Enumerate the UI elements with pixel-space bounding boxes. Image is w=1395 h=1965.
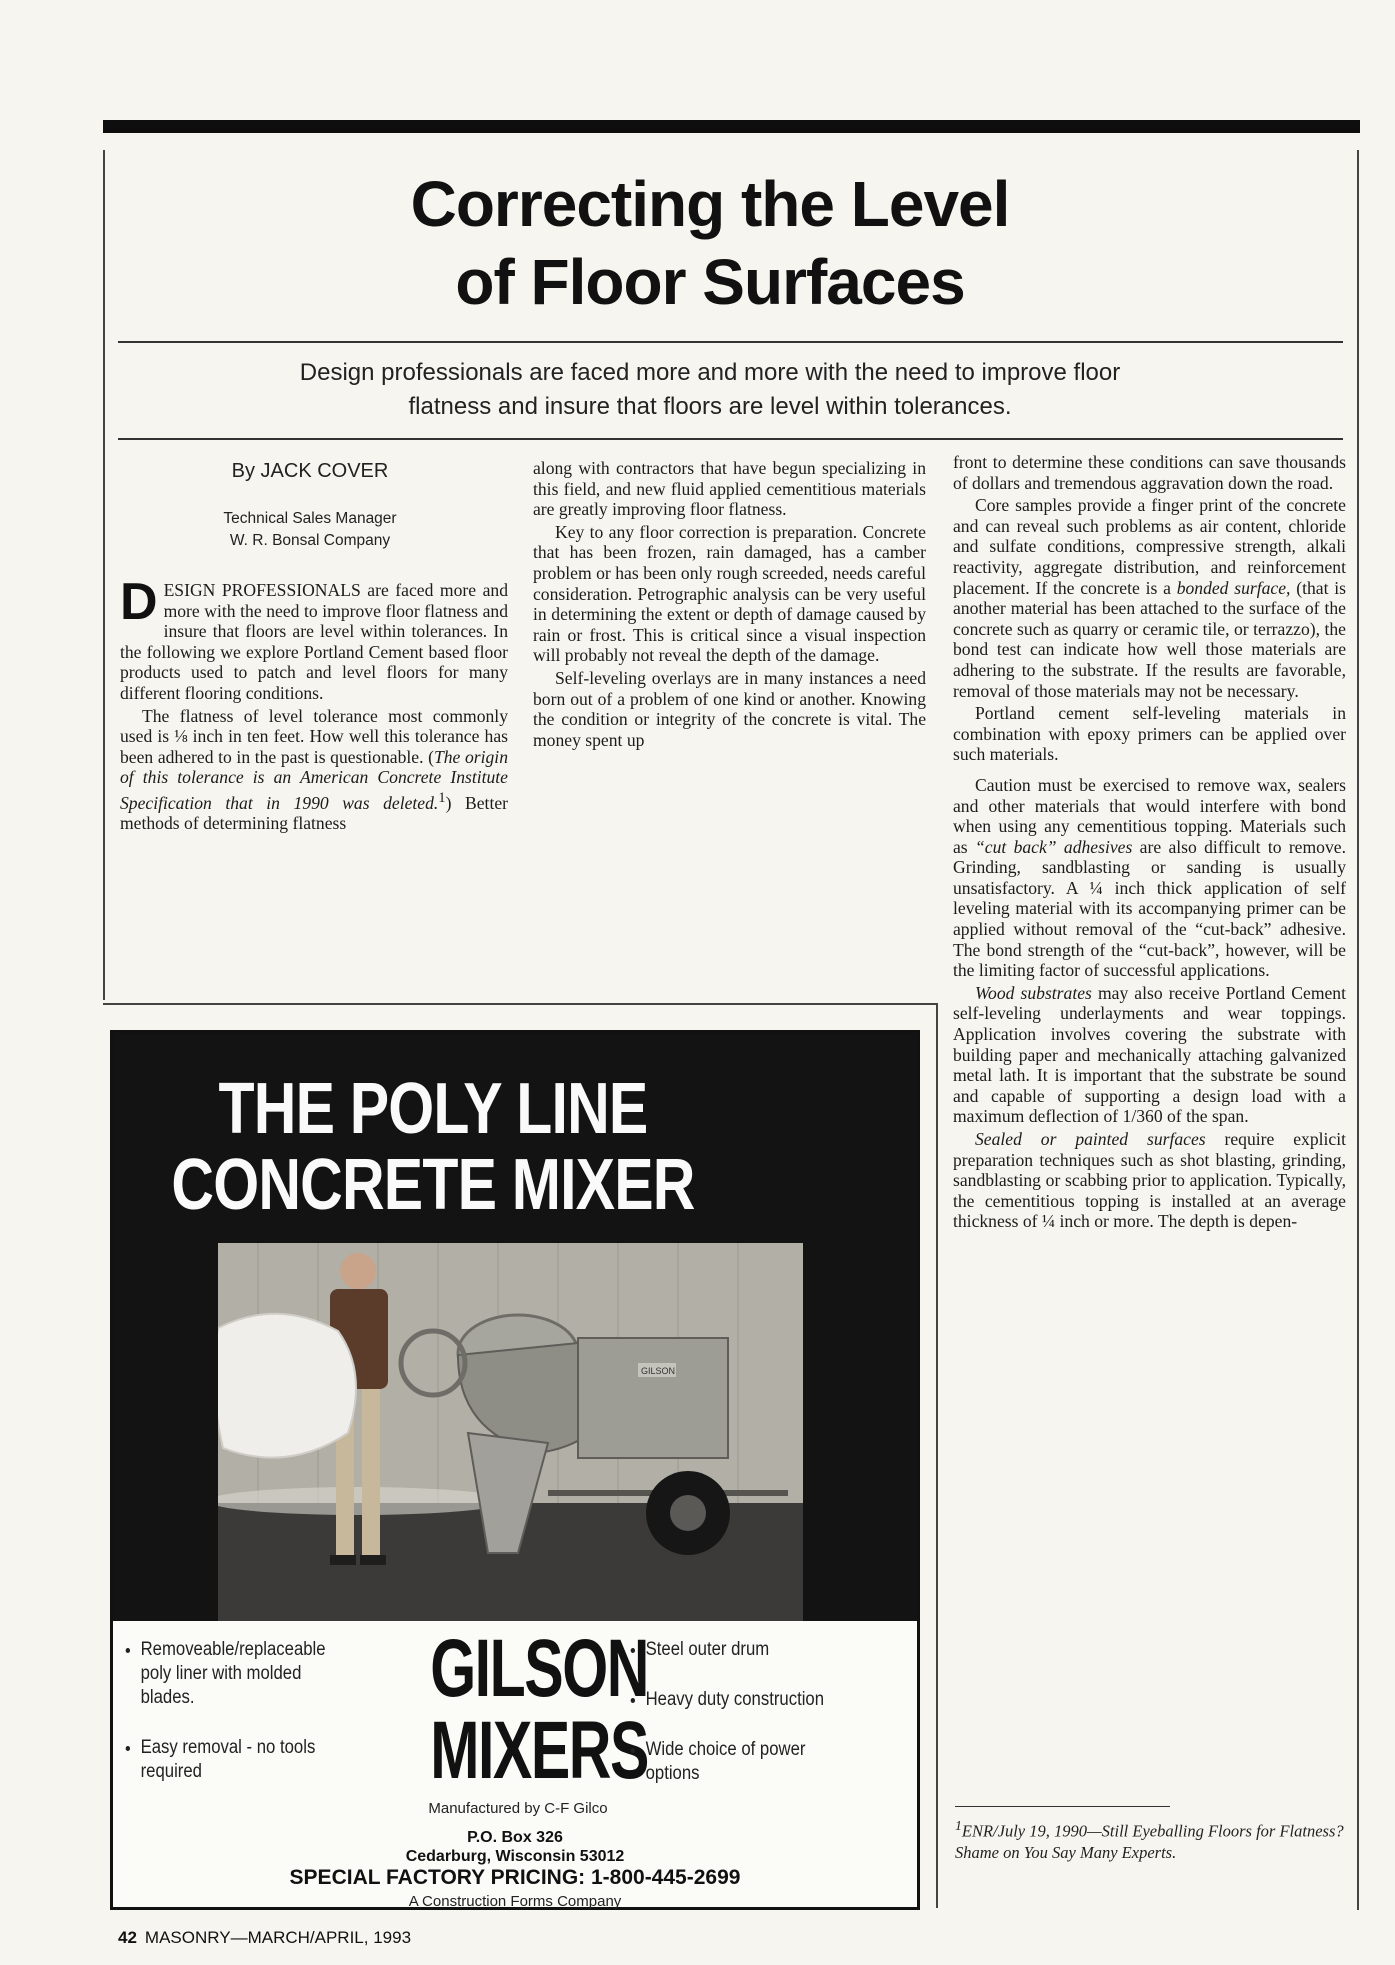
logo-line-2: MIXERS <box>430 1705 648 1796</box>
title-line-1: Correcting the Level <box>410 168 1010 240</box>
footnote <box>955 1815 1345 1863</box>
paragraph: along with contractors that have begun specializing in this field, and new fluid applied cementitious materials are greatly improving floor flatness. <box>533 458 926 520</box>
mixer-illustration <box>218 1243 803 1621</box>
photo-border-right <box>803 1243 917 1621</box>
drum-label: GILSON <box>641 1366 676 1376</box>
company-tagline: A Construction Forms Company <box>408 1893 622 1910</box>
po-box: P.O. Box 326 <box>467 1829 563 1846</box>
feature-item: • Heavy duty construction <box>646 1688 840 1712</box>
deck-line-2: flatness and insure that floors are level within tolerances. <box>408 393 1012 420</box>
ad-headline-line-2: CONCRETE MIXER <box>171 1145 695 1225</box>
poly-liner <box>218 1314 356 1458</box>
author-credentials <box>120 508 500 552</box>
ad-header <box>113 1033 917 1243</box>
footnote-number: 1 <box>955 1818 962 1833</box>
paragraph <box>120 706 508 834</box>
paragraph: Portland cement self-leveling materials in combination with epoxy primers can be applied over such materials. <box>953 703 1346 765</box>
article-column-2 <box>533 458 926 752</box>
paragraph: Key to any floor correction is preparation. Concrete that has been frozen, rain damaged, has a camber problem or has been only rough screeded, needs careful consideration. Petrographic analysis can be very useful in determining the extent or depth of damage caused by rain or frost. This is critical since a visual inspection will probably not reveal the depth of the damage. <box>533 521 926 666</box>
title-rule <box>118 341 1343 343</box>
frame-right-rule <box>1357 150 1359 1910</box>
city-state-zip: Cedarburg, Wisconsin 53012 <box>405 1848 625 1865</box>
byline: By JACK COVER <box>231 460 389 482</box>
paragraph-text: The flatness of level tolerance most commonly used is ⅛ inch in ten feet. How well this tolerance has been adhered to in the past is questionable. ( <box>120 705 508 767</box>
page-number: 42 <box>118 1928 137 1947</box>
publication-line: MASONRY—MARCH/APRIL, 1993 <box>144 1928 412 1947</box>
page-folio <box>118 1928 411 1948</box>
paragraph <box>120 573 508 704</box>
article-title <box>120 165 1300 321</box>
manufacturer-credit: Manufactured by C-F Gilco <box>428 1800 608 1817</box>
paragraph-text: may also receive Portland Cement self-leveling underlayments and wear toppings. Application involves covering the substrate with building paper and mechanically attaching galvanized metal lath. It is important that the substrate be sound and capable of supporting a design load with a maximum deflection of 1/360 of the span. <box>953 982 1346 1127</box>
ad-right-rule <box>936 1003 938 1908</box>
italic-text: bonded surface, <box>1176 577 1291 598</box>
advertisement <box>110 1030 920 1910</box>
italic-text: “cut back” adhesives <box>974 836 1133 857</box>
gilson-mixers-logo <box>430 1623 648 1796</box>
footnote-text: ENR/July 19, 1990—Still Eyeballing Floors for Flatness? Shame on You Say Many Experts. <box>955 1821 1344 1862</box>
italic-text: Sealed or painted surfaces <box>975 1129 1206 1149</box>
drop-cap: D <box>120 573 158 631</box>
paragraph: front to determine these conditions can save thousands of dollars and tremendous aggravation down the road. <box>953 452 1346 493</box>
author-title: Technical Sales Manager <box>223 510 397 527</box>
paragraph-text: ) Better methods of determining flatness <box>120 792 508 834</box>
paragraph-text: Caution must be exercised to remove wax, sealers and other materials that would interfere with bond when using any cementitious topping. Materials such as <box>953 774 1346 857</box>
paragraph-text: are also difficult to remove. Grinding, sandblasting or sanding is usually unsatisfactory. A ¼ inch thick application of self leveling material with its accompanying primer can be applied without removal of the “cut-back” adhesive. The bond strength of the “cut-back”, however, will be the limiting factor of successful applications. <box>953 836 1346 981</box>
ad-top-rule <box>103 1003 938 1005</box>
paragraph: Self-leveling overlays are in many instances a need born out of a problem of one kind or another. Knowing the condition or integrity of the concrete is vital. The money spent up <box>533 667 926 750</box>
pricing-phone: SPECIAL FACTORY PRICING: 1-800-445-2699 <box>289 1866 741 1889</box>
ad-headline-line-1: THE POLY LINE <box>218 1069 648 1149</box>
deck-rule <box>118 438 1343 440</box>
ad-headline <box>171 1071 696 1223</box>
logo-line-1: GILSON <box>430 1623 648 1714</box>
italic-text: The origin of this tolerance is an American Concrete Institute Specification that in 1990 was deleted. <box>120 746 508 813</box>
feature-item: • Wide choice of power options <box>646 1738 840 1786</box>
deck-line-1: Design professionals are faced more and more with the need to improve floor <box>299 359 1121 386</box>
feature-item: • Steel outer drum <box>646 1638 840 1662</box>
italic-text: Wood substrates <box>975 982 1092 1003</box>
title-line-2: of Floor Surfaces <box>455 246 965 318</box>
features-left <box>123 1638 343 1810</box>
paragraph-text: require explicit preparation techniques such as shot blasting, grinding, sandblasting or scabbing prior to application. Typically, the cementitious topping is installed at an average thickness of ¼ inch or more. The depth is depen- <box>953 1129 1346 1232</box>
paragraph-text: (that is another material has been attached to the surface of the concrete such as quarry or ceramic tile, or terrazzo), the bond test can indicate how well those materials are adhering to the substrate. If the results are favorable, removal of those materials may not be necessary. <box>953 577 1346 701</box>
paragraph <box>953 775 1346 981</box>
mixer-photo <box>218 1243 803 1621</box>
paragraph <box>953 983 1346 1127</box>
paragraph <box>953 1129 1346 1232</box>
article-deck <box>190 356 1230 424</box>
features-right <box>628 1638 839 1812</box>
frame-left-rule <box>103 150 105 1000</box>
ad-address <box>113 1828 917 1866</box>
top-rule-bar <box>103 120 1360 133</box>
paragraph <box>953 495 1346 701</box>
footnote-ref: 1 <box>438 789 446 806</box>
article-column-3 <box>953 452 1346 1234</box>
feature-item: • Removeable/replaceable poly liner with molded blades. <box>141 1638 343 1710</box>
photo-border-left <box>113 1243 218 1621</box>
article-column-1 <box>120 573 508 836</box>
feature-item: • Easy removal - no tools required <box>141 1736 343 1784</box>
paragraph-text: ESIGN PROFESSIONALS are faced more and more with the need to improve floor flatness and insure that floors are level within tolerances. In the following we explore Portland Cement based floor products used to patch and level floors for many different flooring conditions. <box>120 580 508 703</box>
author-company: W. R. Bonsal Company <box>229 532 391 549</box>
footnote-rule <box>955 1806 1170 1807</box>
paragraph-text: Core samples provide a finger print of the concrete and can reveal such problems as air content, chloride and sulfate conditions, compressive strength, alkali reactivity, aggregate distribution, and reinforcement placement. If the concrete is a <box>953 495 1346 598</box>
